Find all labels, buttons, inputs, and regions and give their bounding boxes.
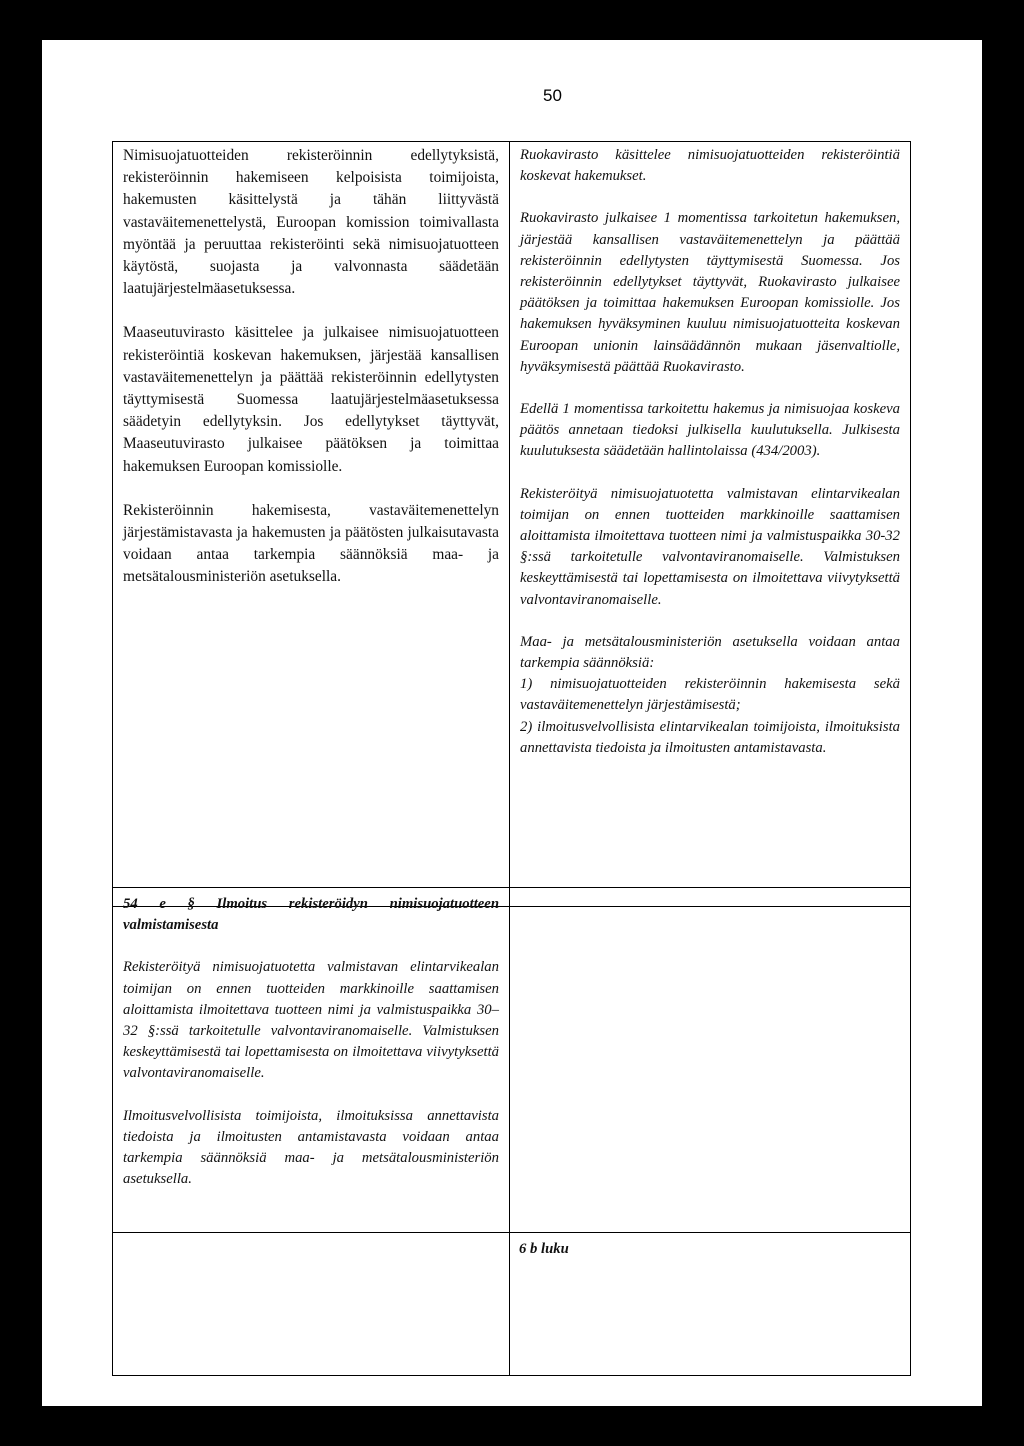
left-paragraph-4: Rekisteröityä nimisuojatuotetta valmistavan elintarvikealan toimijan on ennen tuotteiden markkinoille saattamisen aloittamista ilmoitettava tuotteen nimi ja valmistuspaikka 30–32 §:ssä tarkoitetulle valvontaviranomaiselle. Valmistuksen keskeyttämisestä tai lopettamisesta on ilmoitettava viivytyksettä valvontaviranomaiselle. (123, 959, 499, 1082)
right-column-bottom (509, 887, 911, 1376)
right-paragraph-2: Ruokavirasto julkaisee 1 momentissa tarkoitetun hakemuksen, järjestää kansallisen vastaväitemenettelyn ja päättää rekisteröinnin edellytysten täyttymisestä Suomessa. Jos rekisteröinnin edellytykset täyttyvät, Ruokavirasto julkaisee päätöksen ja toimittaa hakemuksen Euroopan komissiolle. Jos hakemuksen hyväksyminen kuuluu nimisuojatuotteita koskevan Euroopan unionin lainsäädännön mukaan jäsenvaltiolle, hyväksymisestä päättää Ruokavirasto. (520, 210, 900, 375)
right-paragraph-1: Ruokavirasto käsittelee nimisuojatuotteiden rekisteröintiä koskevat hakemukset. (520, 147, 900, 185)
right-list-item-1: 1) nimisuojatuotteiden rekisteröinnin hakemisesta sekä vastaväitemenettelyn järjestämisestä; (520, 676, 900, 714)
chapter-heading: 6 b luku (509, 1232, 911, 1274)
left-column-bottom (112, 887, 509, 1376)
document-page (42, 40, 982, 1406)
right-paragraph-4: Rekisteröityä nimisuojatuotetta valmistavan elintarvikealan toimijan on ennen tuotteiden markkinoille saattamisen aloittamista ilmoitettava tuotteen nimi ja valmistuspaikka 30-32 §:ssä tarkoitetulle valvontaviranomaiselle. Valmistuksen keskeyttämisestä tai lopettamisesta on ilmoitettava viivytyksettä valvontaviranomaiselle. (520, 485, 900, 608)
right-paragraph-3: Edellä 1 momentissa tarkoitettu hakemus ja nimisuojaa koskeva päätös annetaan tiedoksi julkisella kuulutuksella. Julkisesta kuulutuksesta säädetään hallintolaissa (434/2003). (520, 401, 900, 460)
right-list-item-2: 2) ilmoitusvelvollisista elintarvikealan toimijoista, ilmoituksista annettavista tiedoista ja ilmoitusten antamistavasta. (520, 718, 900, 756)
right-paragraph-5-intro: Maa- ja metsätalousministeriön asetuksella voidaan antaa tarkempia säännöksiä: (520, 633, 900, 672)
section-heading: 54 e § Ilmoitus rekisteröidyn nimisuojatuotteen valmistamisesta (123, 896, 499, 934)
right-column-top (509, 141, 911, 907)
left-chapter-cell (112, 1232, 509, 1274)
page-number: 50 (543, 86, 562, 105)
left-column-top (112, 141, 509, 907)
left-paragraph-3: Rekisteröinnin hakemisesta, vastaväitemenettelyn järjestämistavasta ja hakemusten ja päätösten julkaisutavasta voidaan antaa tarkempia säännöksiä maa- ja metsätalousministeriön asetuksella. (123, 501, 499, 586)
left-paragraph-1: Nimisuojatuotteiden rekisteröinnin edellytyksistä, rekisteröinnin hakemiseen kelpoisista toimijoista, hakemusten käsittelystä ja tähän liittyvästä vastaväitemenettelystä, Euroopan komission toimivallasta myöntää ja peruuttaa rekisteröinti sekä nimisuojatuotteen käytöstä, suojasta ja valvonnasta säädetään laatujärjestelmäasetuksessa. (123, 147, 499, 298)
left-paragraph-2: Maaseutuvirasto käsittelee ja julkaisee nimisuojatuotteen rekisteröintiä koskevan hakemuksen, järjestää kansallisen vastaväitemenettelyn ja päättää rekisteröinnin edellytysten täyttymisestä Suomessa laatujärjestelmäasetuksessa säädetyin edellytyksin. Jos edellytykset täyttyvät, Maaseutuvirasto julkaisee päätöksen ja toimittaa hakemuksen Euroopan komissiolle. (123, 324, 499, 475)
left-paragraph-5: Ilmoitusvelvollisista toimijoista, ilmoituksissa annettavista tiedoista ja ilmoitusten antamistavasta voidaan antaa tarkempia säännöksiä maa- ja metsätalousministeriön asetuksella. (123, 1107, 499, 1188)
